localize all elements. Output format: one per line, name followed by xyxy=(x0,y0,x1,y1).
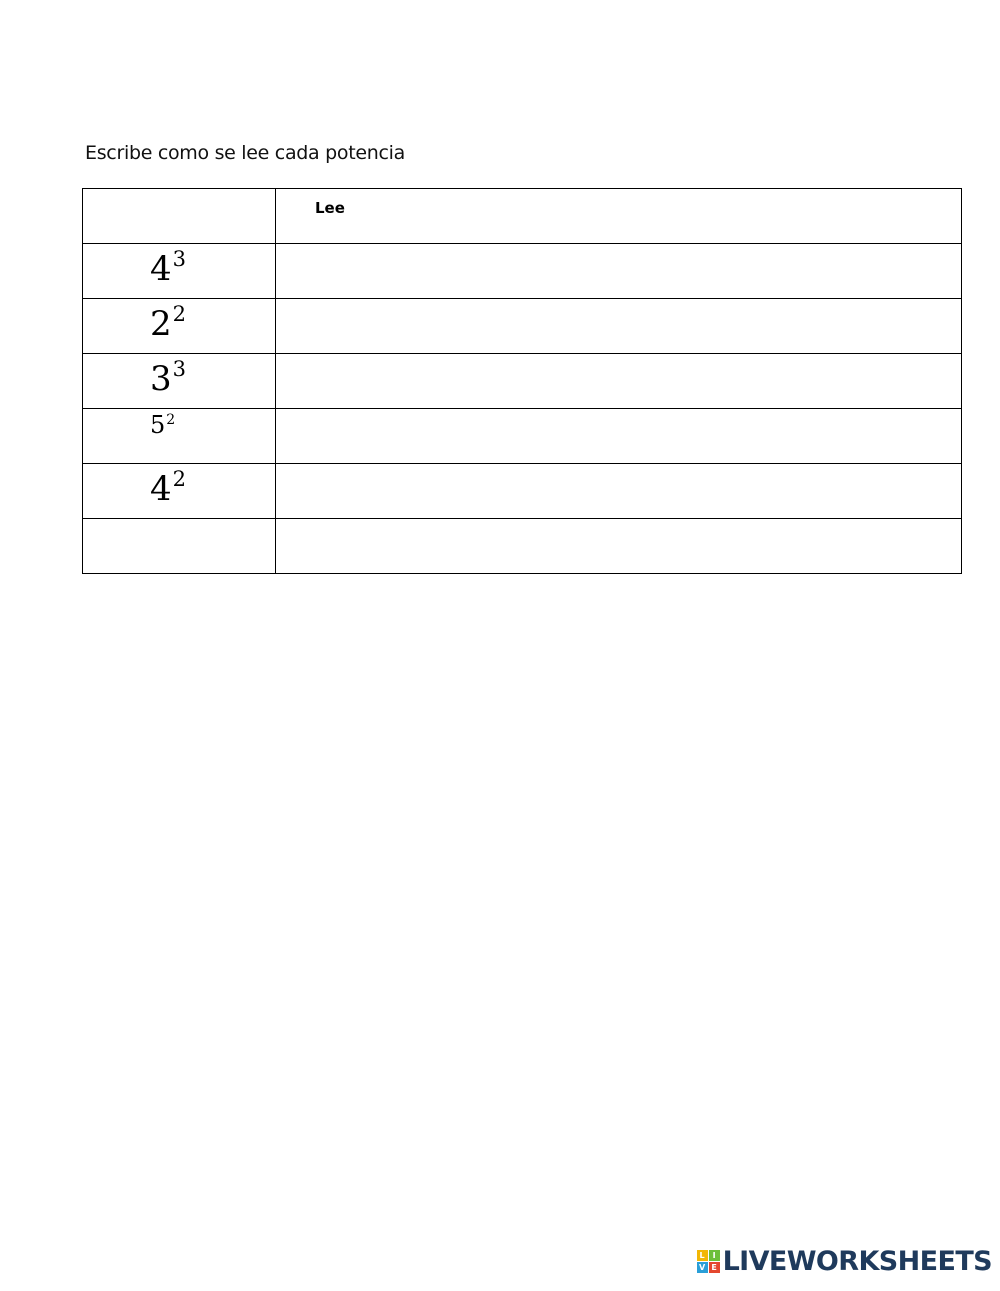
logo-letter-l: L xyxy=(697,1250,708,1261)
answer-field[interactable] xyxy=(276,464,961,518)
answer-field[interactable] xyxy=(276,354,961,408)
logo-letter-i: I xyxy=(709,1250,720,1261)
power-expression xyxy=(150,302,187,344)
answer-cell[interactable] xyxy=(276,519,962,574)
liveworksheets-logo-icon xyxy=(697,1250,720,1273)
logo-wordmark: LIVEWORKSHEETS xyxy=(722,1246,992,1277)
power-expression xyxy=(150,527,151,561)
table-row xyxy=(83,299,962,354)
answer-cell[interactable] xyxy=(276,299,962,354)
answer-field[interactable] xyxy=(276,519,961,573)
answer-cell[interactable] xyxy=(276,244,962,299)
liveworksheets-logo xyxy=(697,1246,992,1277)
table-row xyxy=(83,409,962,464)
power-exponent: 2 xyxy=(166,412,176,428)
power-expression xyxy=(150,413,175,437)
power-base: 4 xyxy=(150,249,172,289)
powers-table xyxy=(82,188,962,574)
instruction-text: Escribe como se lee cada potencia xyxy=(85,142,405,164)
power-expression xyxy=(150,357,187,399)
header-cell-lee xyxy=(276,189,962,244)
header-label-lee: Lee xyxy=(315,199,345,217)
table-row xyxy=(83,244,962,299)
table-header-row xyxy=(83,189,962,244)
power-base: 4 xyxy=(150,469,172,509)
table-row xyxy=(83,354,962,409)
power-expression xyxy=(150,467,187,509)
power-cell xyxy=(83,409,276,464)
power-cell xyxy=(83,244,276,299)
answer-cell[interactable] xyxy=(276,409,962,464)
logo-letter-e: E xyxy=(709,1262,720,1273)
power-exponent: 2 xyxy=(172,302,187,326)
power-exponent: 3 xyxy=(172,357,187,381)
power-cell xyxy=(83,519,276,574)
answer-field[interactable] xyxy=(276,299,961,353)
answer-field[interactable] xyxy=(276,409,961,463)
power-exponent: 2 xyxy=(172,467,187,491)
answer-field[interactable] xyxy=(276,244,961,298)
power-cell xyxy=(83,464,276,519)
power-cell xyxy=(83,354,276,409)
table-row xyxy=(83,519,962,574)
power-expression xyxy=(150,247,187,289)
table-row xyxy=(83,464,962,519)
logo-letter-v: V xyxy=(697,1262,708,1273)
power-base: 5 xyxy=(150,411,166,439)
answer-cell[interactable] xyxy=(276,464,962,519)
power-cell xyxy=(83,299,276,354)
answer-cell[interactable] xyxy=(276,354,962,409)
power-base: 2 xyxy=(150,304,172,344)
power-exponent: 3 xyxy=(172,247,187,271)
header-cell-power xyxy=(83,189,276,244)
power-base: 3 xyxy=(150,359,172,399)
